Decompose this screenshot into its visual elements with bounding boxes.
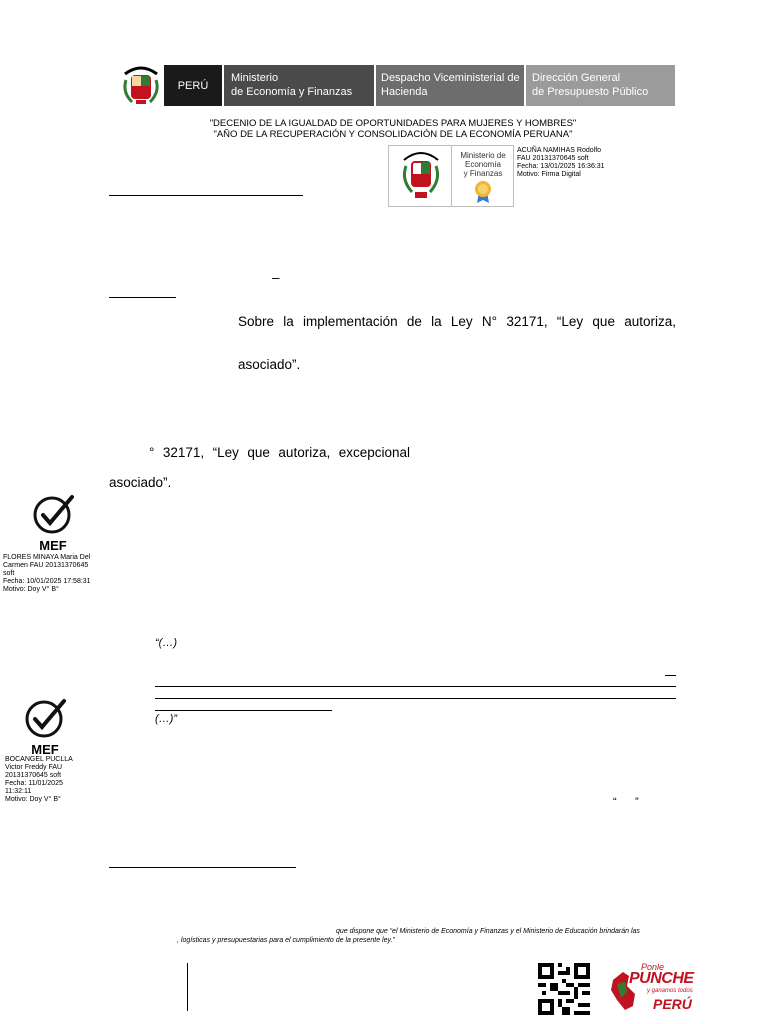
footnote-line-2: , logísticas y presupuestarias para el cumplimiento de la presente ley.” [177, 937, 395, 944]
signature-coat-of-arms-icon [396, 148, 446, 204]
quote-line-1 [155, 686, 676, 687]
stamp-2-details: BOCANGEL PUCLLA Victor Freddy FAU 20131370645 soft Fecha: 11/01/2025 11:32:11 Motivo: Doy V° B° [5, 756, 73, 803]
checkmark-icon [22, 698, 68, 738]
mef-brand: MEF [31, 742, 59, 757]
certificate-seal-icon [473, 180, 493, 204]
banner-peru: PERÚ [164, 65, 222, 106]
footnote-line-1: que dispone que “el Ministerio de Economía y Finanzas y el Ministerio de Educación brindarán las [336, 928, 640, 935]
coat-of-arms-icon [120, 62, 162, 108]
banner-vice-ministry: Despacho Viceministerial de Hacienda [376, 65, 524, 106]
subject-line-1: Sobre la implementación de la Ley N° 32171, “Ley que autoriza, [238, 314, 676, 329]
quote-line-2 [155, 698, 676, 699]
subject-label-underline [109, 297, 176, 298]
signature-details: ACUÑA NAMIHAS Rodolfo FAU 20131370645 soft Fecha: 13/01/2025 16:36:31 Motivo: Firma Digital [517, 147, 605, 178]
footer-vertical-line [187, 963, 188, 1011]
quote-marks: “ ” [613, 796, 639, 808]
mef-stamp-2 [22, 698, 68, 756]
motto-line-1: "DECENIO DE LA IGUALDAD DE OPORTUNIDADES PARA MUJERES Y HOMBRES" [209, 118, 577, 129]
footnote-separator [109, 867, 296, 868]
banner-direction: Dirección General de Presupuesto Público [526, 65, 675, 106]
banner-ministry: Ministerio de Economía y Finanzas [224, 65, 374, 106]
paragraph-line-1: ° 32171, “Ley que autoriza, excepcional [149, 445, 410, 460]
stamp-1-details: FLORES MINAYA Maria Del Carmen FAU 20131370645 soft Fecha: 10/01/2025 17:58:31 Motivo: Doy V° B° [3, 554, 91, 593]
checkmark-icon [30, 494, 76, 534]
mef-brand: MEF [39, 538, 67, 553]
qr-code-icon [538, 963, 590, 1015]
quote-line-3 [155, 710, 332, 711]
motto-line-2: "AÑO DE LA RECUPERACIÓN Y CONSOLIDACIÓN DE LA ECONOMÍA PERUANA" [213, 129, 573, 140]
redacted-line [109, 195, 303, 196]
paragraph-line-2: asociado”. [109, 475, 172, 490]
signature-ministry-logo: Ministerio de Economía y Finanzas [460, 151, 506, 178]
dash-mark: – [272, 270, 280, 285]
quote-close: (…)” [155, 713, 177, 725]
mef-stamp-1 [30, 494, 76, 552]
ponle-punche-logo: Ponle PUNCHE y ganamos todos PERÚ [607, 962, 699, 1016]
signature-divider [451, 145, 452, 207]
subject-line-2: asociado”. [238, 357, 301, 372]
quote-open: “(…) [155, 637, 177, 649]
quote-dash-mark [665, 675, 676, 676]
